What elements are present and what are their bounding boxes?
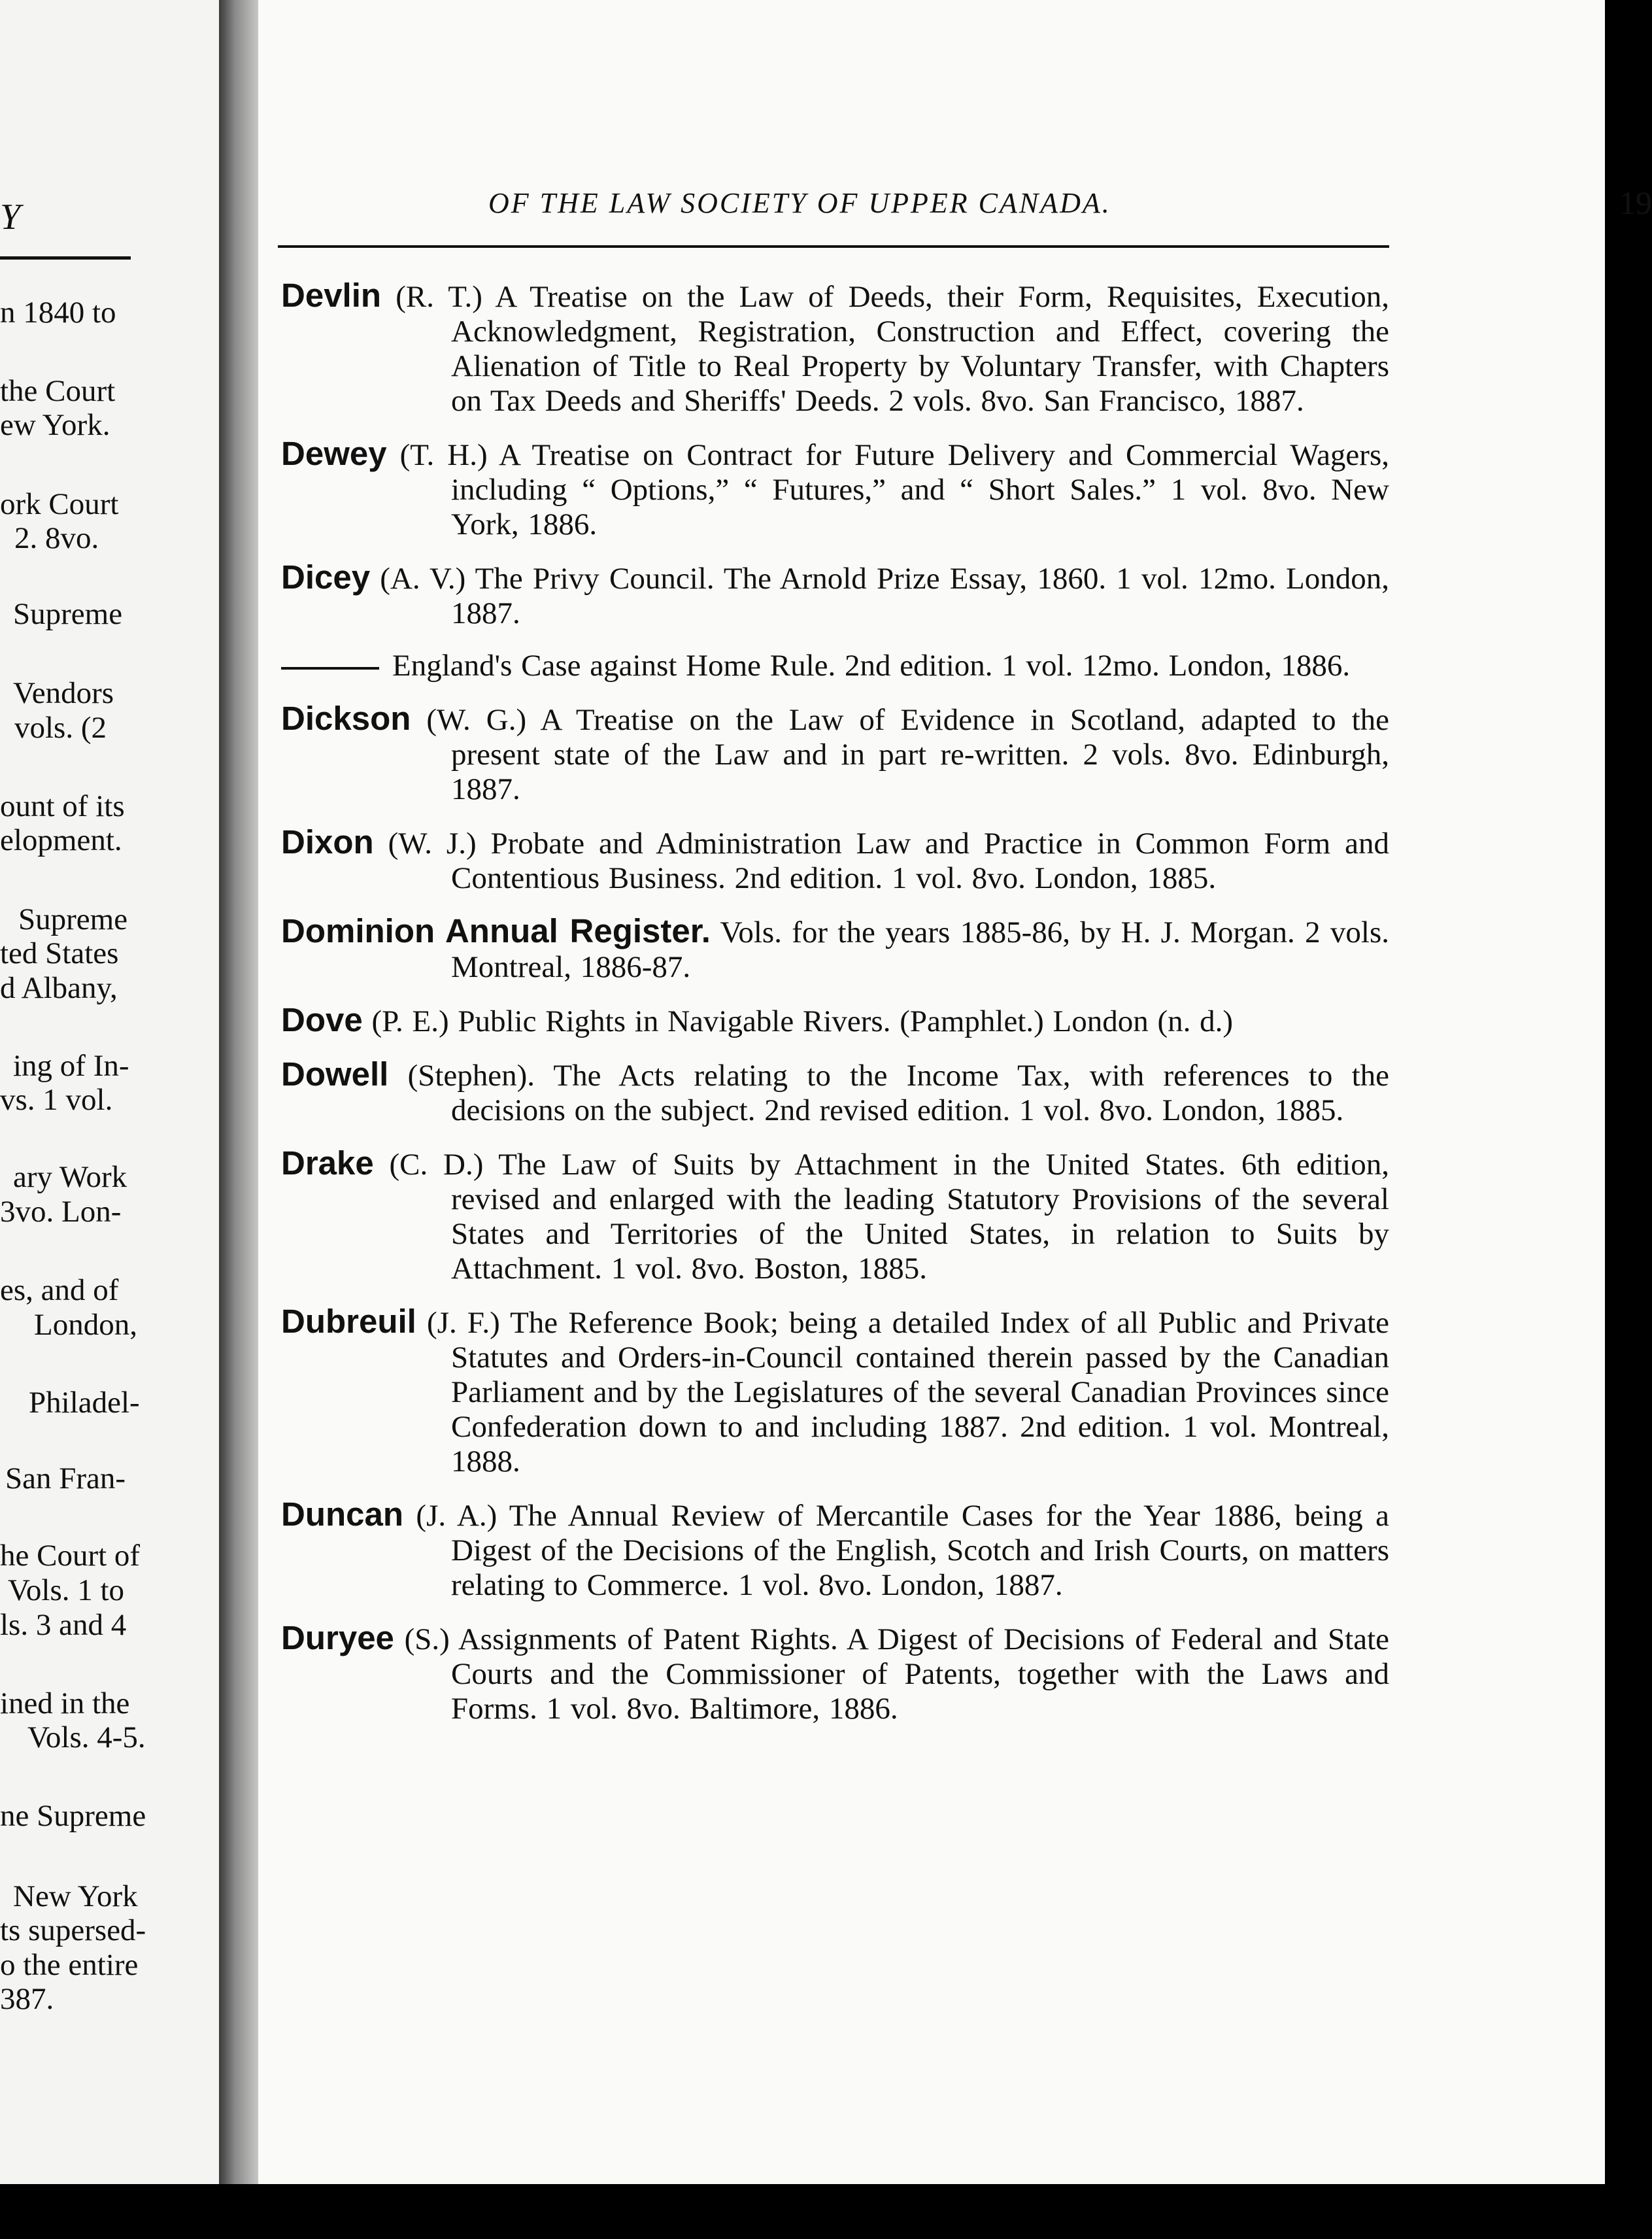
catalogue-entry <box>281 1497 1389 1603</box>
left-page-line: he Court of <box>0 1539 141 1573</box>
left-page-line: London, <box>34 1308 137 1342</box>
left-page-line: ne Supreme <box>0 1799 146 1833</box>
left-page-line: ined in the <box>0 1686 130 1720</box>
left-page-line: elopment. <box>0 823 122 857</box>
main-page <box>258 0 1652 2184</box>
catalogue-entry <box>281 914 1389 985</box>
left-page-line: New York <box>13 1879 138 1913</box>
entry-author: Dowell <box>281 1055 389 1093</box>
left-page-line: 2. 8vo. <box>14 521 99 555</box>
entry-author: Dubreuil <box>281 1303 416 1340</box>
left-page-line: Philadel- <box>29 1386 140 1420</box>
entry-author: Dixon <box>281 823 374 861</box>
entry-author: Dewey <box>281 435 387 472</box>
entry-text: (R. T.) A Treatise on the Law of Deeds, their Form, Requisites, Execution, Acknowledgment, Registration, Construction and Effect, covering the Alienation of Title to Real Property by Voluntary Transfer, with Chapters on Tax Deeds and Sheriffs' Deeds. 2 vols. 8vo. San Francisco, 1887. <box>381 280 1389 418</box>
entry-author: Dicey <box>281 558 371 596</box>
left-page-line: Supreme <box>18 902 128 936</box>
catalogue-entry <box>281 825 1389 896</box>
ditto-dash <box>281 667 379 670</box>
left-page-line: Supreme <box>13 597 123 631</box>
left-page-line: vols. (2 <box>14 711 107 745</box>
left-facing-page <box>0 0 219 2184</box>
left-page-line: Vendors <box>13 676 114 710</box>
left-page-line: ted States <box>0 936 119 970</box>
left-page-line: ew York. <box>0 408 110 442</box>
entry-text: (J. F.) The Reference Book; being a detailed Index of all Public and Private Statutes and Orders-in-Council contained therein passed by the Canadian Parliament and by the Legislatures of the several Canadian Provinces since Confederation down to and including 1887. 2nd edition. 1 vol. Montreal, 1888. <box>416 1306 1389 1478</box>
left-running-head-fragment: Y <box>0 197 21 237</box>
catalogue-entry <box>281 649 1389 683</box>
left-page-line: ing of In- <box>13 1049 129 1083</box>
left-page-line: 387. <box>0 1982 54 2016</box>
catalogue-entry <box>281 278 1389 419</box>
catalogue-entry <box>281 1620 1389 1726</box>
left-page-line: ls. 3 and 4 <box>0 1608 127 1642</box>
left-page-line: o the entire <box>0 1948 139 1982</box>
left-page-line: Vols. 1 to <box>8 1573 125 1607</box>
scan-border <box>0 2184 1627 2239</box>
entry-text: (Stephen). The Acts relating to the Income Tax, with references to the decisions on the subject. 2nd revised edition. 1 vol. 8vo. London, 1885. <box>388 1059 1389 1127</box>
entry-author: Dickson <box>281 700 411 737</box>
left-page-line: vs. 1 vol. <box>0 1083 113 1117</box>
entry-text: Vols. for the years 1885-86, by H. J. Morgan. 2 vols. Montreal, 1886-87. <box>451 915 1389 984</box>
entry-text: (W. J.) Probate and Administration Law and Practice in Common Form and Contentious Business. 2nd edition. 1 vol. 8vo. London, 1885. <box>373 827 1389 895</box>
left-page-line: ork Court <box>0 487 119 521</box>
catalogue-entries <box>281 278 1389 1744</box>
left-page-line: d Albany, <box>0 971 118 1005</box>
entry-author: Drake <box>281 1144 374 1182</box>
entry-text: (J. A.) The Annual Review of Mercantile Cases for the Year 1886, being a Digest of the Decisions of the English, Scotch and Irish Courts, on matters relating to Commerce. 1 vol. 8vo. London, 1887. <box>403 1499 1389 1602</box>
left-page-line: n 1840 to <box>0 296 116 330</box>
entry-text: (S.) Assignments of Patent Rights. A Digest of Decisions of Federal and State Courts and the Commissioner of Patents, together with the Laws and Forms. 1 vol. 8vo. Baltimore, 1886. <box>394 1622 1389 1726</box>
entry-author: Dove <box>281 1001 363 1038</box>
catalogue-entry <box>281 1146 1389 1286</box>
entry-text: (W. G.) A Treatise on the Law of Evidence in Scotland, adapted to the present state of the Law and in part re-written. 2 vols. 8vo. Edinburgh, 1887. <box>411 703 1389 806</box>
left-page-line: ary Work <box>13 1160 127 1194</box>
left-head-rule <box>0 256 131 260</box>
left-page-line: San Fran- <box>5 1461 126 1496</box>
left-page-line: es, and of <box>0 1273 119 1307</box>
catalogue-entry <box>281 560 1389 631</box>
running-head-title: OF THE LAW SOCIETY OF UPPER CANADA. <box>488 187 1111 219</box>
left-page-line: Vols. 4-5. <box>27 1720 146 1754</box>
left-page-line: the Court <box>0 374 116 408</box>
left-page-line: ts supersed- <box>0 1913 146 1947</box>
entry-text: England's Case against Home Rule. 2nd edition. 1 vol. 12mo. London, 1886. <box>392 649 1351 683</box>
entry-text: (P. E.) Public Rights in Navigable Rivers. (Pamphlet.) London (n. d.) <box>362 1004 1234 1038</box>
catalogue-entry <box>281 701 1389 807</box>
catalogue-entry <box>281 1057 1389 1128</box>
head-rule <box>278 245 1389 248</box>
entry-author: Devlin <box>281 277 382 314</box>
page-number: 19 <box>1619 184 1652 221</box>
left-page-line: ount of its <box>0 789 125 823</box>
entry-author: Duryee <box>281 1619 394 1656</box>
entry-author: Duncan <box>281 1496 404 1533</box>
catalogue-entry <box>281 1002 1389 1039</box>
catalogue-entry <box>281 1304 1389 1479</box>
entry-author: Dominion Annual Register. <box>281 912 711 949</box>
entry-text: (A. V.) The Privy Council. The Arnold Prize Essay, 1860. 1 vol. 12mo. London, 1887. <box>370 562 1389 630</box>
entry-text: (C. D.) The Law of Suits by Attachment in the United States. 6th edition, revised and enlarged with the leading Statutory Provisions of the several States and Territories of the United States, in relation to Suits by Attachment. 1 vol. 8vo. Boston, 1885. <box>373 1148 1389 1286</box>
catalogue-entry <box>281 436 1389 542</box>
left-page-line: 3vo. Lon- <box>0 1195 122 1229</box>
entry-text: (T. H.) A Treatise on Contract for Future Delivery and Commercial Wagers, including “ Options,” “ Futures,” and “ Short Sales.” 1 vol. 8vo. New York, 1886. <box>386 438 1389 541</box>
